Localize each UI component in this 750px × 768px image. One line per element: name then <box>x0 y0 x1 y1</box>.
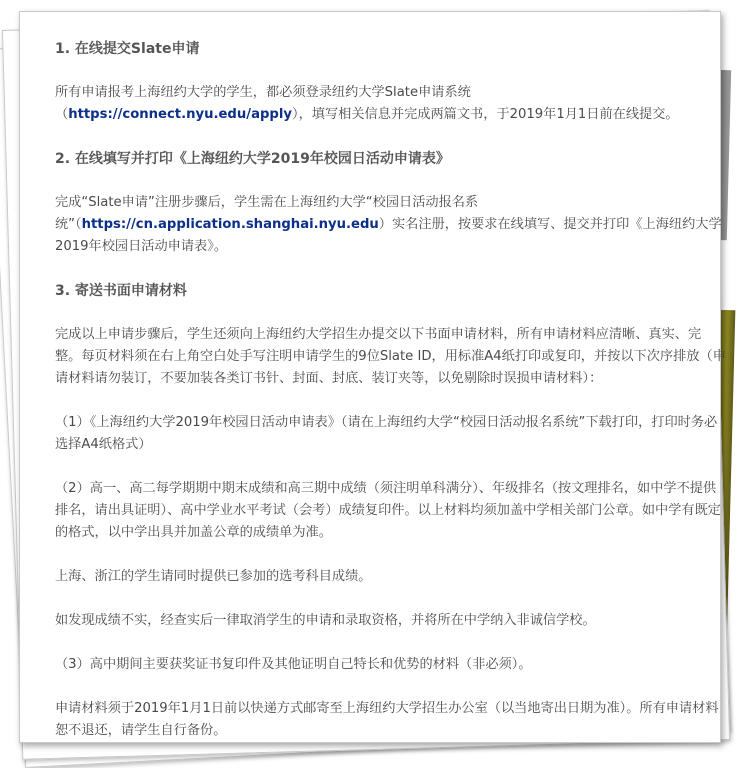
section-2-text-b: ）实名注册，按要求在线填写、提交并打印《上海纽约大学2019年校园日活动申请表》。 <box>55 217 722 254</box>
campus-day-application-link[interactable]: https://cn.application.shanghai.nyu.edu <box>81 217 379 232</box>
section-2-title: 2. 在线填写并打印《上海纽约大学2019年校园日活动申请表》 <box>55 151 450 167</box>
section-3-final: 申请材料须于2019年1月1日前以快递方式邮寄至上海纽约大学招生办公室（以当地寄出日期为准）。所有申请材料恕不退还，请学生自行备份。 <box>55 701 719 738</box>
section-3-item-3: （3）高中期间主要获奖证书复印件及其他证明自己特长和优势的材料（非必须）。 <box>55 657 532 672</box>
section-3-intro: 完成以上申请步骤后，学生还须向上海纽约大学招生办提交以下书面申请材料，所有申请材料应清晰、真实、完整。每页材料须在右上角空白处手写注明申请学生的9位Slate ID，用标准A4纸打印或复印，并按以下次序排放（申请材料请勿装订，不要加装各类订书针、封面、封底、装订夹等，以免剔除时误损申请材料）： <box>55 327 726 386</box>
section-3-item-2: （2）高一、高二每学期期中期末成绩和高三期中成绩（须注明单科满分）、年级排名（按文理排名，如中学不提供排名，请出具证明）、高中学业水平考试（会考）成绩复印件。以上材料均须加盖中学相关部门公章。如中学有既定的格式，以中学出具并加盖公章的成绩单为准。 <box>55 481 721 540</box>
document-page <box>19 11 726 743</box>
section-2-paragraph <box>55 192 727 258</box>
section-3-note-2: 如发现成绩不实，经查实后一律取消学生的申请和录取资格，并将所在中学纳入非诚信学校。 <box>55 613 596 628</box>
section-1-paragraph <box>55 82 727 126</box>
section-2-text-a: 完成“Slate申请”注册步骤后，学生需在上海纽约大学“校园日活动报名系统”（ <box>55 195 479 232</box>
section-3-note-1: 上海、浙江的学生请同时提供已参加的选考科目成绩。 <box>55 569 372 584</box>
section-3-item-1: （1）《上海纽约大学2019年校园日活动申请表》（请在上海纽约大学“校园日活动报名系统”下载打印，打印时务必选择A4纸格式） <box>55 415 718 452</box>
section-1-title: 1. 在线提交Slate申请 <box>55 41 200 57</box>
slate-apply-link[interactable]: https://connect.nyu.edu/apply <box>68 107 292 122</box>
section-1-text-b: ），填写相关信息并完成两篇文书，于2019年1月1日前在线提交。 <box>291 107 679 122</box>
section-3-title: 3. 寄送书面申请材料 <box>55 283 187 299</box>
section-1-text-a: 所有申请报考上海纽约大学的学生，都必须登录纽约大学Slate申请系统（ <box>55 85 471 122</box>
document-content <box>55 38 727 742</box>
